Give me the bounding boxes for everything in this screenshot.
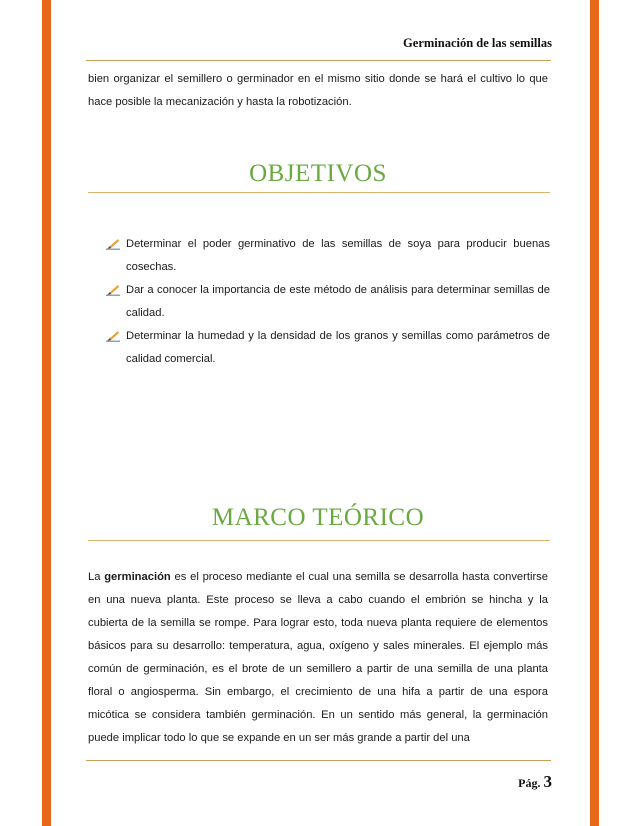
objective-text-3: Determinar la humedad y la densidad de los granos y semillas como parámetros de calidad comercial. (126, 330, 550, 365)
pencil-bullet-icon (106, 284, 120, 296)
page-label: Pág. (518, 776, 541, 790)
marco-body: es el proceso mediante el cual una semilla se desarrolla hasta convertirse en una nueva planta. Este proceso se lleva a cabo cuando el embrión se hincha y la cubierta de la semilla se rompe. Para lograr esto, toda nueva planta requiere de elementos básicos para su desarrollo: temperatura, agua, oxígeno y sales minerales. El ejemplo más común de germinación, es el brote de un semillero a partir de una semilla de una planta floral o angiosperma. Sin embargo, el crecimiento de una hifa a partir de una espora micótica se considera también germinación. En un sentido más general, la germinación puede implicar todo lo que se expande en un ser más grande a partir del una (88, 571, 548, 744)
objectives-list (104, 233, 550, 371)
intro-paragraph: bien organizar el semillero o germinador en el mismo sitio donde se hará el cultivo lo que hace posible la mecanización y hasta la robotización. (88, 73, 548, 108)
objective-text-2: Dar a conocer la importancia de este método de análisis para determinar semillas de calidad. (126, 284, 550, 319)
list-item (104, 279, 550, 325)
page-number (518, 772, 552, 792)
marco-lead: La (88, 571, 105, 583)
footer-rule (86, 760, 551, 761)
page-header-title: Germinación de las semillas (403, 36, 552, 50)
objetivos-heading: OBJETIVOS (249, 160, 387, 187)
marco-heading-rule (88, 540, 550, 541)
page-number-value: 3 (543, 772, 552, 791)
marco-teorico-heading: MARCO TEÓRICO (211, 504, 425, 531)
header-rule (86, 60, 551, 61)
objetivos-heading-rule (88, 192, 550, 193)
list-item (104, 325, 550, 371)
right-orange-bar (590, 0, 599, 826)
pencil-bullet-icon (106, 238, 120, 250)
marco-paragraph (88, 566, 548, 750)
pencil-bullet-icon (106, 330, 120, 342)
left-orange-bar (42, 0, 51, 826)
list-item (104, 233, 550, 279)
germinacion-term: germinación (104, 571, 171, 583)
objective-text-1: Determinar el poder germinativo de las semillas de soya para producir buenas cosechas. (126, 238, 550, 273)
